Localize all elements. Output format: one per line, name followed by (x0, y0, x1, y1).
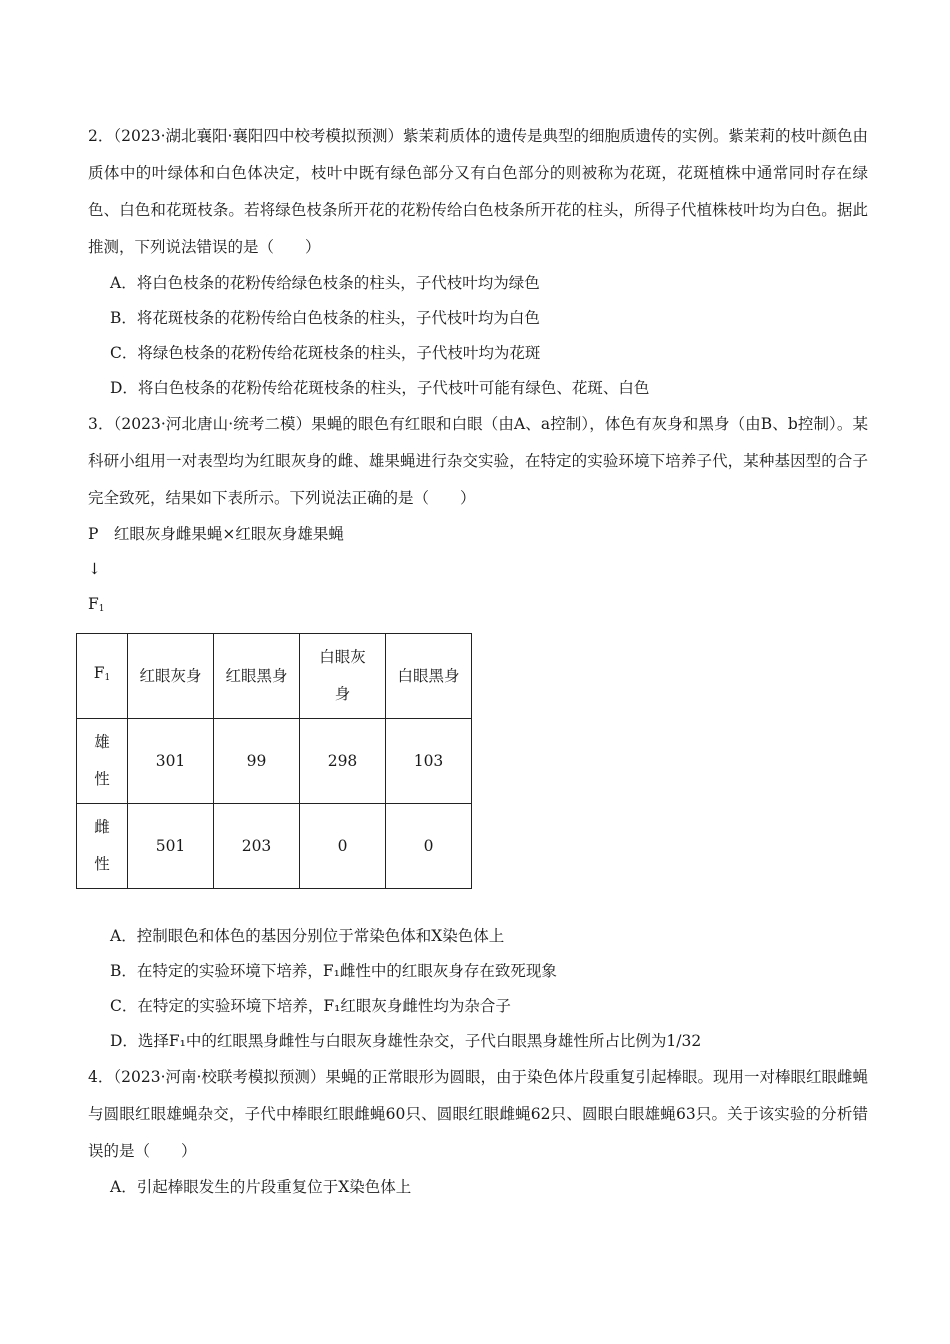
question-4-stem: 4．（2023·河南·校联考模拟预测）果蝇的正常眼形为圆眼，由于染色体片段重复引起棒眼。现用一对棒眼红眼雌蝇与圆眼红眼雄蝇杂交，子代中棒眼红眼雌蝇60只、圆眼红眼雌蝇62只、圆眼白眼雄蝇63只。关于该实验的分析错误的是（ ） (88, 1068, 868, 1160)
table-header-cell: 白眼黑身 (386, 634, 472, 719)
table-row-label: 雄性 (77, 719, 128, 804)
table-cell: 0 (300, 804, 386, 889)
cross-parents: P 红眼灰身雌果蝇×红眼灰身雄果蝇 (88, 525, 344, 543)
f1-label: $F_1$ (88, 595, 105, 614)
question-4 (88, 1059, 868, 1205)
table-row-label: 雌性 (77, 804, 128, 889)
question-3-stem: 3．（2023·河北唐山·统考二模）果蝇的眼色有红眼和白眼（由A、a控制），体色有灰身和黑身（由B、b控制）。某科研小组用一对表型均为红眼灰身的雌、雄果蝇进行杂交实验，在特定的实验环境下培养子代，某种基因型的合子完全致死，结果如下表所示。下列说法正确的是（ ） (88, 415, 868, 507)
question-2-option-a: A．将白色枝条的花粉传给绿色枝条的柱头，子代枝叶均为绿色 (110, 274, 540, 292)
table-cell: 203 (214, 804, 300, 889)
question-3-option-c: C．在特定的实验环境下培养，F₁红眼灰身雌性均为杂合子 (110, 997, 511, 1015)
question-2-option-d: D．将白色枝条的花粉传给花斑枝条的柱头，子代枝叶可能有绿色、花斑、白色 (110, 379, 650, 397)
question-2-option-b: B．将花斑枝条的花粉传给白色枝条的柱头，子代枝叶均为白色 (110, 309, 540, 327)
table-cell: 103 (386, 719, 472, 804)
table-row (77, 719, 472, 804)
table-cell: 298 (300, 719, 386, 804)
document-page (88, 0, 868, 1205)
question-3-option-b: B．在特定的实验环境下培养，F₁雌性中的红眼灰身存在致死现象 (110, 962, 557, 980)
results-table (76, 633, 472, 889)
question-2-option-c: C．将绿色枝条的花粉传给花斑枝条的柱头，子代枝叶均为花斑 (110, 344, 541, 362)
table-cell: 99 (214, 719, 300, 804)
question-3 (88, 406, 868, 1059)
table-row (77, 804, 472, 889)
cross-arrow: ↓ (88, 560, 101, 578)
table-corner-cell: $F_1$ (77, 634, 128, 719)
table-header-cell: 红眼灰身 (128, 634, 214, 719)
table-cell: 301 (128, 719, 214, 804)
question-3-option-d: D．选择F₁中的红眼黑身雌性与白眼灰身雄性杂交，子代白眼黑身雄性所占比例为1/32 (110, 1032, 702, 1050)
question-3-option-a: A．控制眼色和体色的基因分别位于常染色体和X染色体上 (110, 927, 505, 945)
table-header-row (77, 634, 472, 719)
table-header-cell: 红眼黑身 (214, 634, 300, 719)
table-cell: 501 (128, 804, 214, 889)
question-4-option-a: A．引起棒眼发生的片段重复位于X染色体上 (110, 1178, 412, 1196)
question-2-stem: 2．（2023·湖北襄阳·襄阳四中校考模拟预测）紫茉莉质体的遗传是典型的细胞质遗传的实例。紫茉莉的枝叶颜色由质体中的叶绿体和白色体决定，枝叶中既有绿色部分又有白色部分的则被称为花斑，花斑植株中通常同时存在绿色、白色和花斑枝条。若将绿色枝条所开花的花粉传给白色枝条所开花的柱头，所得子代植株枝叶均为白色。据此推测，下列说法错误的是（ ） (88, 127, 868, 256)
table-cell: 0 (386, 804, 472, 889)
table-header-cell: 白眼灰身 (300, 634, 386, 719)
question-2 (88, 118, 868, 406)
